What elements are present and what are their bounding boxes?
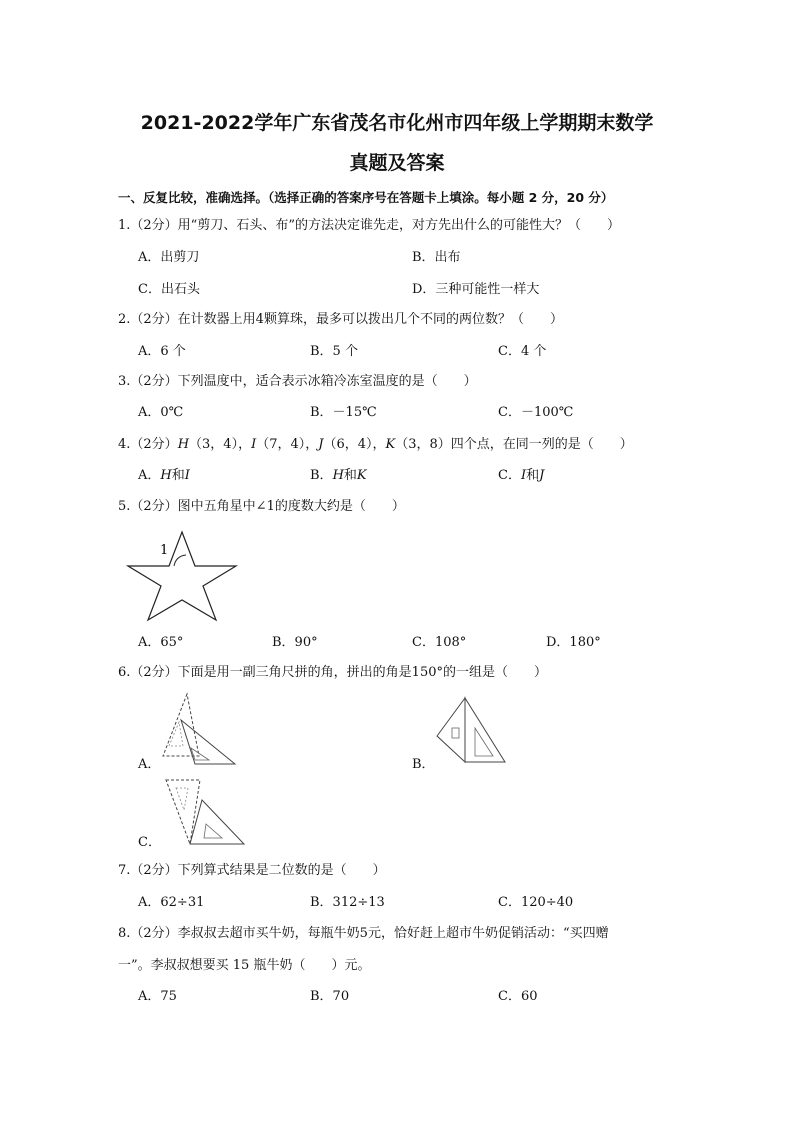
- question-8-stem-line2: 一”。李叔叔想要买 15 瓶牛奶（ ）元。: [118, 958, 371, 973]
- angle-1-label: 1: [160, 543, 169, 558]
- question-7-stem: 7.（2分）下列算式结果是二位数的是（ ）: [118, 863, 386, 878]
- question-8-option-b: B．70: [310, 989, 350, 1004]
- set-square-figure-c: [162, 778, 252, 848]
- question-1-option-a: A．出剪刀: [138, 250, 200, 265]
- angle-1-arc: [174, 555, 186, 566]
- five-pointed-star: [128, 532, 236, 620]
- question-3-option-b: B．－15℃: [310, 405, 377, 420]
- document-title-line1: 2021-2022学年广东省茂名市化州市四年级上学期期末数学: [140, 112, 654, 134]
- question-5-option-d: D．180°: [546, 635, 601, 650]
- question-5-option-a: A．65°: [138, 635, 184, 650]
- question-7-option-b: B．312÷13: [310, 895, 385, 910]
- question-7-option-c: C．120÷40: [498, 895, 574, 910]
- question-8-option-a: A．75: [138, 989, 177, 1004]
- question-5-stem: 5.（2分）图中五角星中∠1的度数大约是（ ）: [118, 499, 405, 514]
- question-1-option-d: D．三种可能性一样大: [412, 282, 540, 297]
- question-3-option-c: C．－100℃: [498, 405, 574, 420]
- point-j: J: [318, 437, 324, 452]
- question-3-stem: 3.（2分）下列温度中，适合表示冰箱冷冻室温度的是（ ）: [118, 374, 477, 389]
- question-1-stem: 1.（2分）用“剪刀、石头、布”的方法决定谁先走，对方先出什么的可能性大？（ ）: [118, 218, 620, 233]
- question-4-option-c: C．I和J: [498, 468, 545, 483]
- point-k: K: [385, 437, 396, 452]
- set-square-figure-a: [155, 690, 245, 768]
- point-h: H: [177, 437, 190, 452]
- question-2-stem: 2.（2分）在计数器上用4颗算珠，最多可以拨出几个不同的两位数？（ ）: [118, 312, 563, 327]
- question-6-option-b: B．: [412, 757, 435, 772]
- section-heading: 一、反复比较，准确选择。（选择正确的答案序号在答题卡上填涂。每小题 2 分，20 分）: [118, 190, 614, 205]
- question-2-option-b: B．5 个: [310, 344, 358, 359]
- star-figure: [138, 528, 248, 623]
- question-7-option-a: A．62÷31: [138, 895, 205, 910]
- question-4-option-a: A．H和I: [138, 468, 190, 483]
- question-8-option-c: C．60: [498, 989, 538, 1004]
- document-title-line2: 真题及答案: [349, 152, 445, 174]
- question-6-option-a: A．: [138, 757, 161, 772]
- question-6-stem: 6.（2分）下面是用一副三角尺拼的角，拼出的角是150°的一组是（ ）: [118, 665, 547, 680]
- question-5-option-b: B．90°: [272, 635, 318, 650]
- question-2-option-a: A．6 个: [138, 344, 186, 359]
- set-square-figure-b: [435, 696, 510, 768]
- point-i: I: [251, 437, 257, 452]
- question-5-option-c: C．108°: [412, 635, 467, 650]
- question-2-option-c: C．4 个: [498, 344, 547, 359]
- question-8-stem-line1: 8.（2分）李叔叔去超市买牛奶，每瓶牛奶5元，恰好赶上超市牛奶促销活动：“买四赠: [118, 926, 609, 941]
- question-6-option-c: C．: [138, 835, 161, 850]
- question-1-option-c: C．出石头: [138, 282, 200, 297]
- question-3-option-a: A．0℃: [138, 405, 184, 420]
- question-4-option-b: B．H和K: [310, 468, 367, 483]
- question-4-stem: 4.（2分）H（3，4），I（7，4），J（6，4），K（3，8）四个点，在同一列的是（ ）: [118, 437, 633, 452]
- question-1-option-b: B．出布: [412, 250, 461, 265]
